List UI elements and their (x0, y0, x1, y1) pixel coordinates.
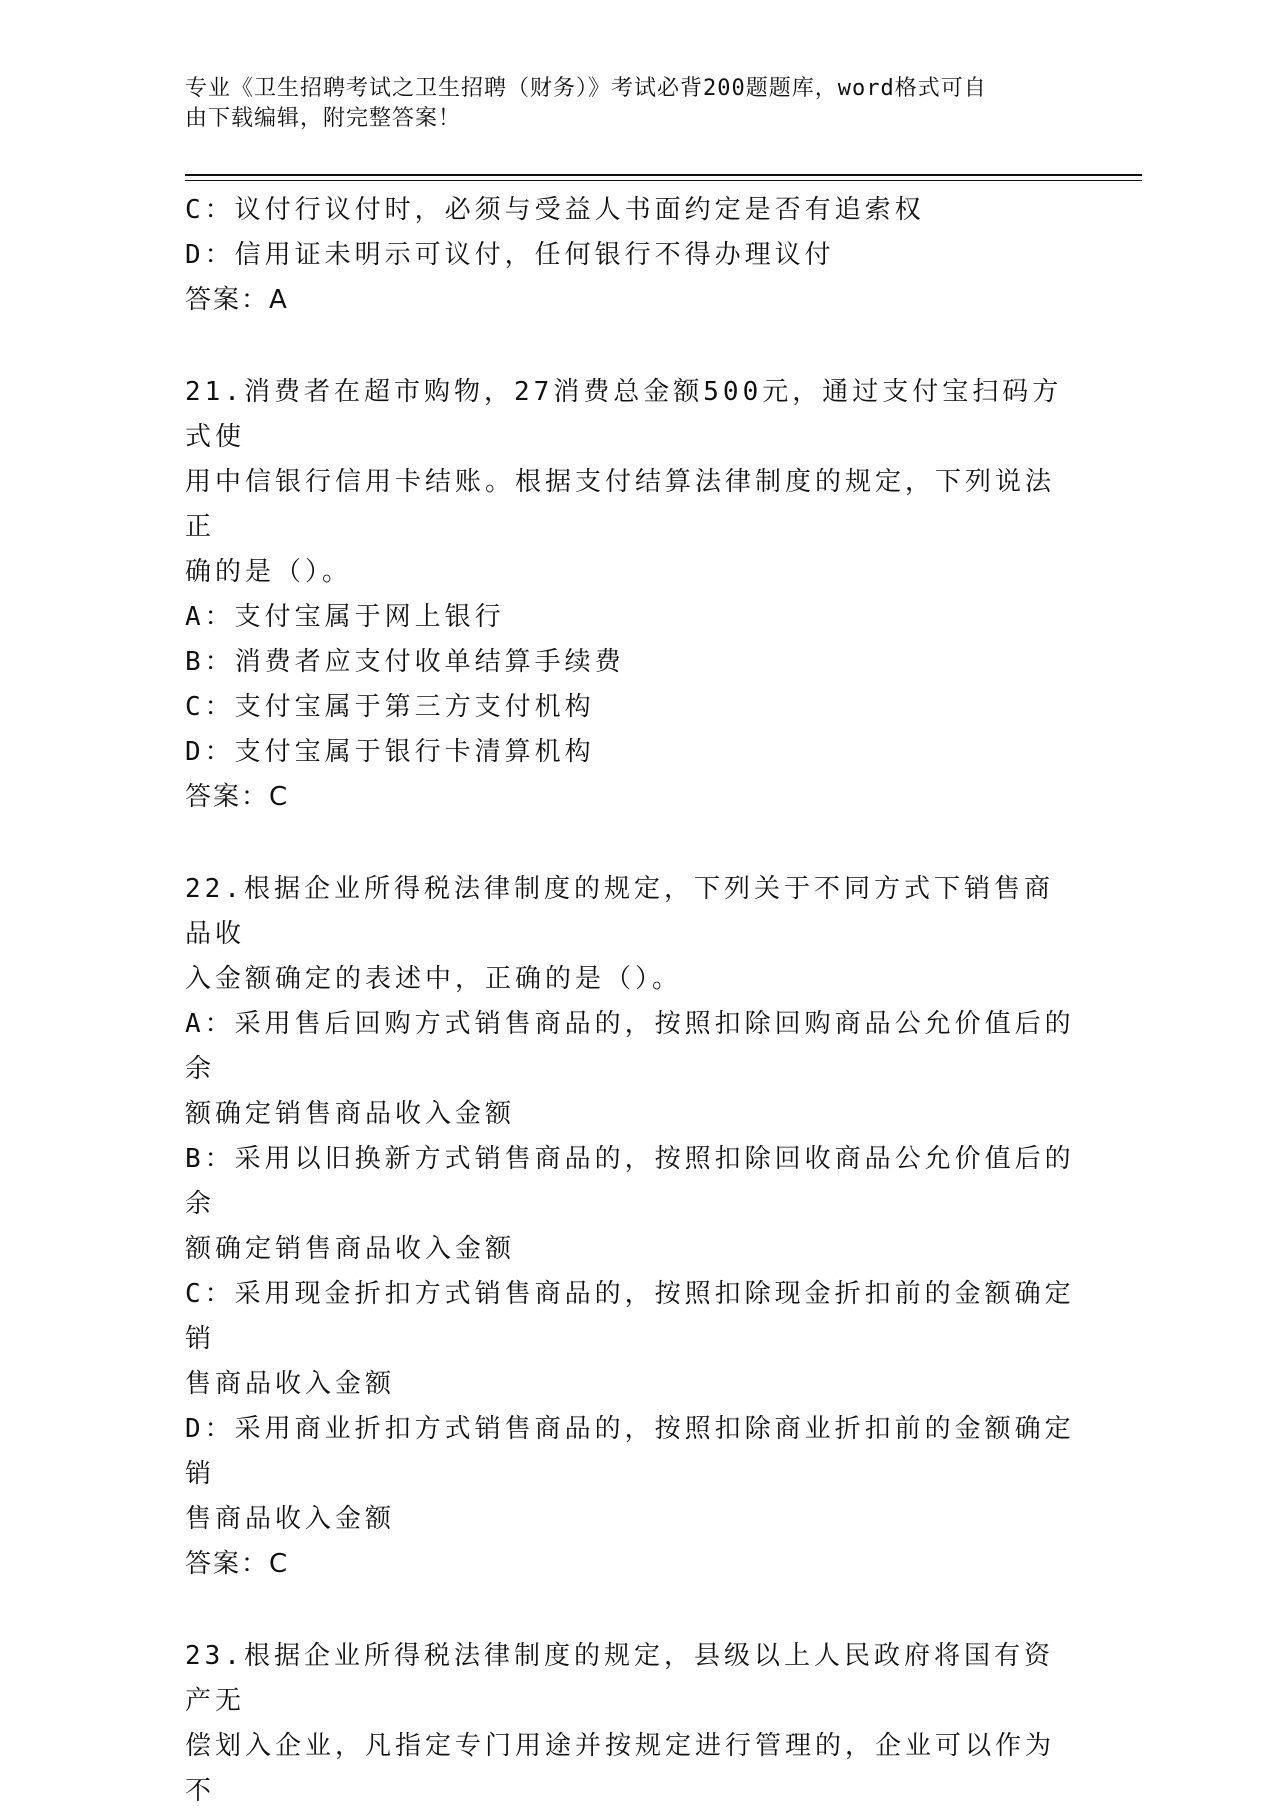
question-block-prev (185, 188, 1075, 323)
question-stem-line: 21.消费者在超市购物，27消费总金额500元，通过支付宝扫码方式使 (185, 377, 1063, 452)
option-c: C：议付行议付时，必须与受益人书面约定是否有追索权 (185, 195, 925, 225)
option-b: B：消费者应支付收单结算手续费 (185, 647, 625, 677)
header-line-1: 专业《卫生招聘考试之卫生招聘（财务）》考试必背200题题库，word格式可自 (185, 76, 987, 101)
option-b: B：采用以旧换新方式销售商品的，按照扣除回收商品公允价值后的余 (185, 1144, 1075, 1219)
question-block-23 (185, 1634, 1075, 1814)
option-d: D：采用商业折扣方式销售商品的，按照扣除商业折扣前的金额确定销 (185, 1414, 1075, 1489)
answer: 答案：C (185, 782, 290, 812)
option-d-cont: 售商品收入金额 (185, 1504, 396, 1534)
question-stem-line: 23.根据企业所得税法律制度的规定，县级以上人民政府将国有资产无 (185, 1641, 1054, 1716)
document-header (185, 74, 1065, 134)
option-a: A：支付宝属于网上银行 (185, 602, 505, 632)
option-a-cont: 额确定销售商品收入金额 (185, 1099, 516, 1129)
answer: 答案：A (185, 285, 289, 315)
header-line-2: 由下载编辑，附完整答案！ (185, 106, 462, 131)
question-stem-line: 用中信银行信用卡结账。根据支付结算法律制度的规定，下列说法正 (185, 467, 1056, 542)
header-rule-thin (185, 180, 1142, 181)
question-block-22 (185, 867, 1075, 1587)
question-stem-line: 入金额确定的表述中，正确的是（）。 (185, 964, 683, 994)
option-a: A：采用售后回购方式销售商品的，按照扣除回购商品公允价值后的余 (185, 1009, 1075, 1084)
question-stem-line: 确的是（）。 (185, 557, 353, 587)
option-c: C：支付宝属于第三方支付机构 (185, 692, 595, 722)
option-d: D：支付宝属于银行卡清算机构 (185, 737, 595, 767)
option-c: C：采用现金折扣方式销售商品的，按照扣除现金折扣前的金额确定销 (185, 1279, 1075, 1354)
question-stem-line: 22.根据企业所得税法律制度的规定，下列关于不同方式下销售商品收 (185, 874, 1054, 949)
option-c-cont: 售商品收入金额 (185, 1369, 396, 1399)
question-content (185, 188, 1075, 1814)
option-b-cont: 额确定销售商品收入金额 (185, 1234, 516, 1264)
question-stem-line: 偿划入企业，凡指定专门用途并按规定进行管理的，企业可以作为不 (185, 1731, 1056, 1806)
header-rule-thick (185, 174, 1142, 176)
answer: 答案：C (185, 1549, 290, 1579)
question-block-21 (185, 370, 1075, 820)
option-d: D：信用证未明示可议付，任何银行不得办理议付 (185, 240, 835, 270)
